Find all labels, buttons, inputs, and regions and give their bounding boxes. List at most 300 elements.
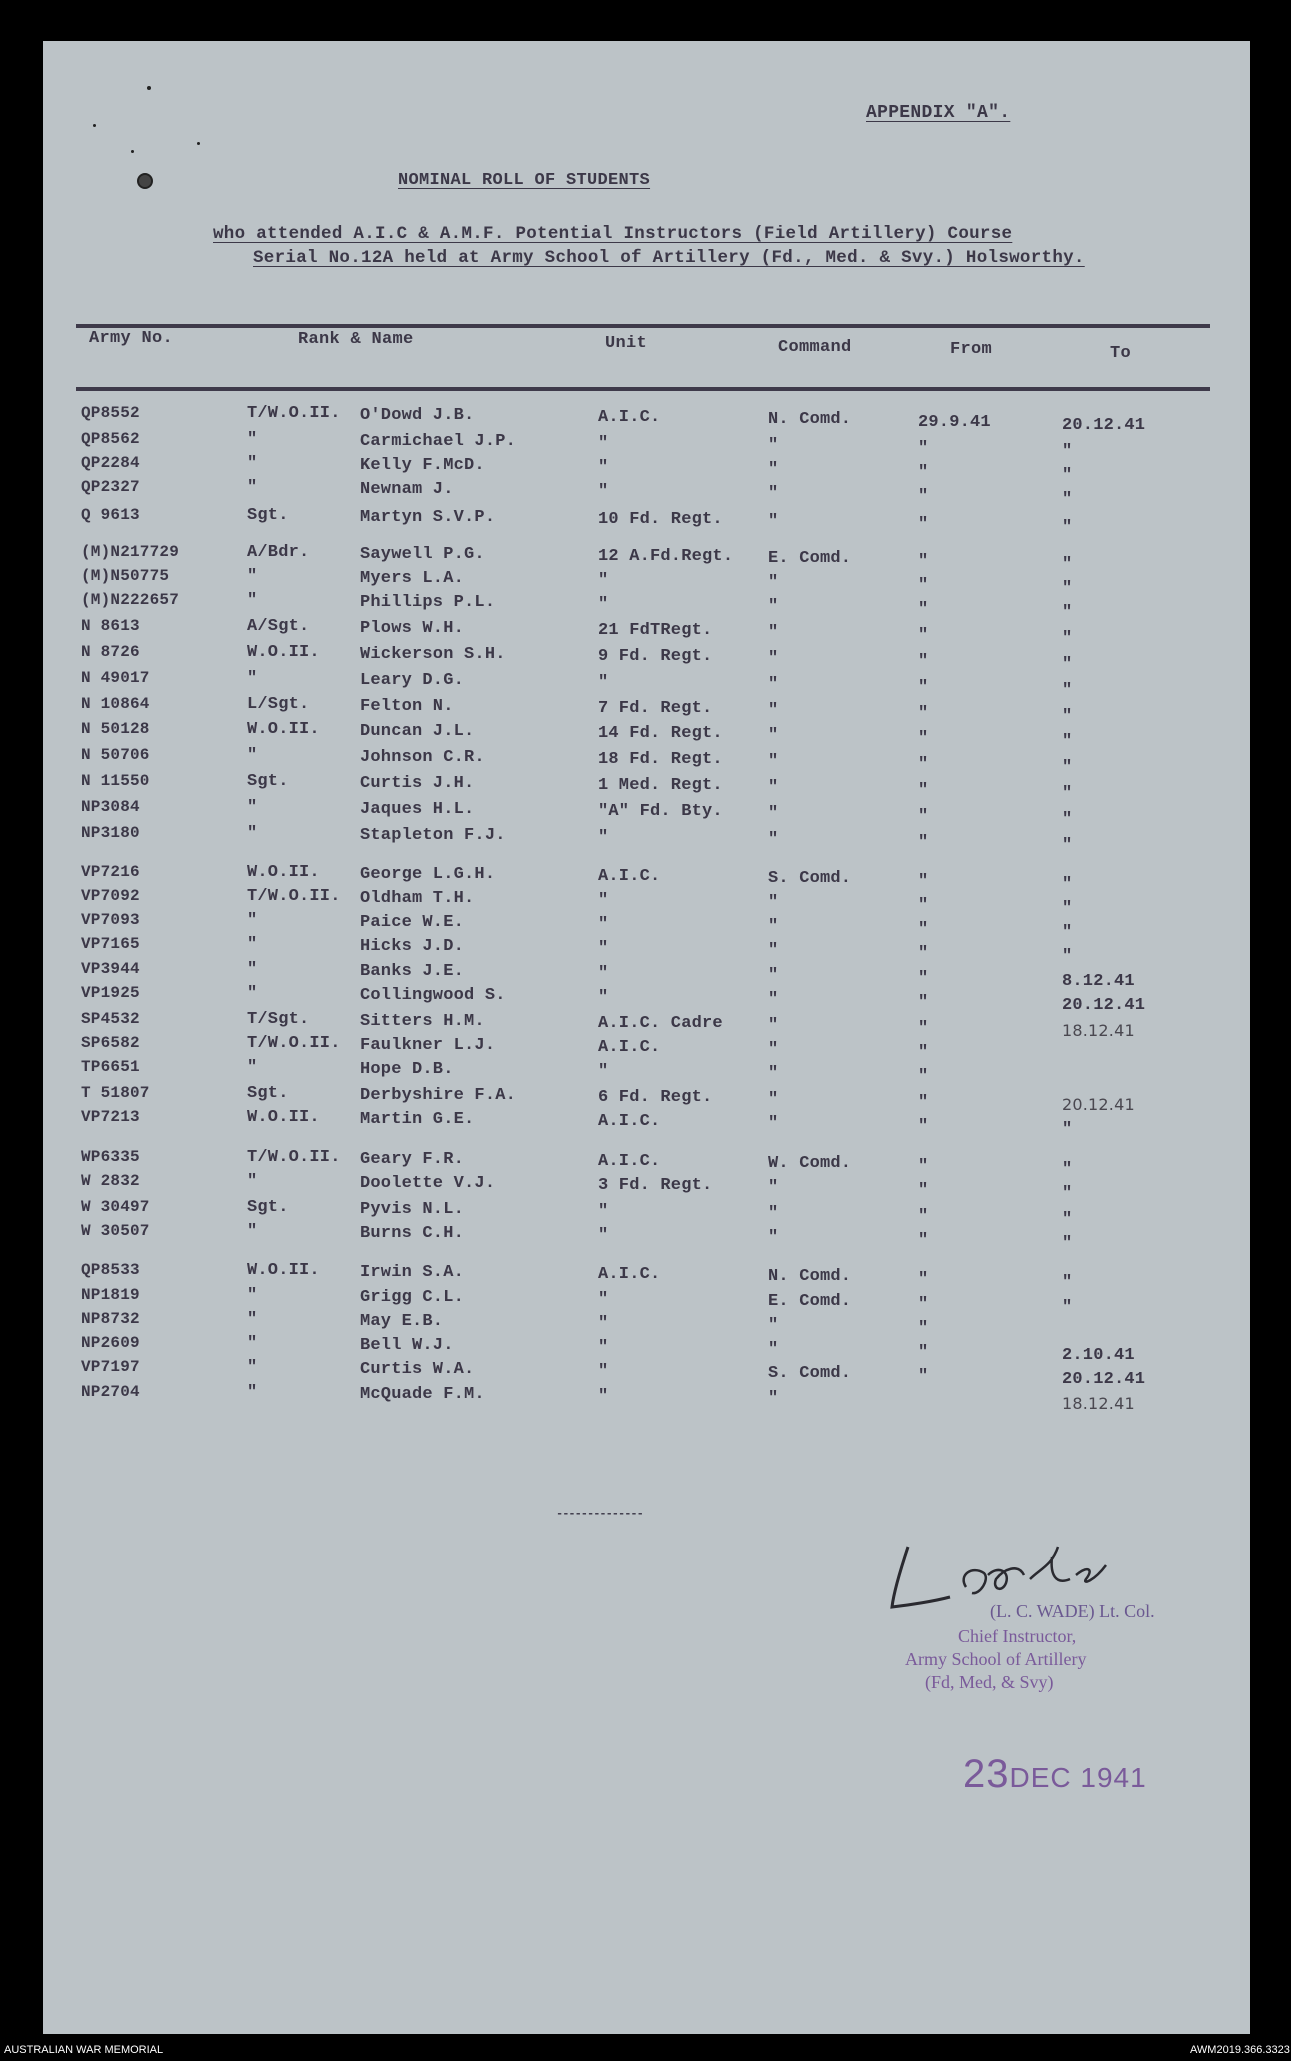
cell-unit: " bbox=[598, 482, 609, 501]
cell-to: 20.12.41 bbox=[1062, 1370, 1146, 1389]
date-stamp-month-year: DEC 1941 bbox=[1009, 1762, 1147, 1793]
cell-from: 29.9.41 bbox=[918, 413, 991, 432]
cell-unit: A.I.C. Cadre bbox=[598, 1014, 723, 1033]
cell-command: S. Comd. bbox=[768, 869, 852, 888]
table-row bbox=[0, 591, 1291, 622]
cell-unit: 1 Med. Regt. bbox=[598, 776, 723, 795]
cell-army-no: N 8613 bbox=[81, 617, 140, 635]
cell-command: N. Comd. bbox=[768, 410, 852, 429]
cell-to: " bbox=[1062, 923, 1073, 942]
cell-from: " bbox=[918, 1181, 929, 1200]
cell-rank: " bbox=[247, 960, 258, 979]
table-row bbox=[0, 695, 1291, 726]
cell-command: " bbox=[768, 1090, 779, 1109]
cell-name: Newnam J. bbox=[360, 480, 454, 499]
cell-army-no: VP1925 bbox=[81, 984, 140, 1002]
cell-unit: 3 Fd. Regt. bbox=[598, 1176, 713, 1195]
cell-army-no: NP3084 bbox=[81, 798, 140, 816]
cell-unit: A.I.C. bbox=[598, 1038, 661, 1057]
cell-command: " bbox=[768, 1204, 779, 1223]
cell-rank: T/Sgt. bbox=[247, 1010, 310, 1029]
cell-army-no: QP8562 bbox=[81, 430, 140, 448]
cell-army-no: (M)N222657 bbox=[81, 591, 180, 609]
cell-army-no: N 10864 bbox=[81, 695, 150, 713]
cell-name: Grigg C.L. bbox=[360, 1288, 465, 1307]
cell-to: 20.12.41 bbox=[1062, 416, 1146, 435]
cell-unit: " bbox=[598, 1062, 609, 1081]
cell-to: " bbox=[1062, 758, 1073, 777]
cell-rank: A/Sgt. bbox=[247, 617, 310, 636]
cell-unit: " bbox=[598, 988, 609, 1007]
table-row bbox=[0, 960, 1291, 991]
cell-to: " bbox=[1062, 1298, 1073, 1317]
cell-unit: " bbox=[598, 1314, 609, 1333]
table-row bbox=[0, 772, 1291, 803]
cell-unit: " bbox=[598, 458, 609, 477]
cell-army-no: VP7197 bbox=[81, 1358, 140, 1376]
cell-command: E. Comd. bbox=[768, 549, 852, 568]
cell-name: Burns C.H. bbox=[360, 1224, 465, 1243]
punch-hole bbox=[137, 173, 153, 189]
cell-rank: " bbox=[247, 669, 258, 688]
cell-rank: " bbox=[247, 1383, 258, 1402]
table-row bbox=[0, 911, 1291, 942]
cell-unit: 7 Fd. Regt. bbox=[598, 699, 713, 718]
cell-army-no: SP4532 bbox=[81, 1010, 140, 1028]
table-row bbox=[0, 984, 1291, 1015]
cell-unit: 18 Fd. Regt. bbox=[598, 750, 723, 769]
cell-army-no: NP8732 bbox=[81, 1310, 140, 1328]
header-army-no: Army No. bbox=[89, 329, 174, 348]
cell-name: Myers L.A. bbox=[360, 569, 465, 588]
cell-unit: 6 Fd. Regt. bbox=[598, 1088, 713, 1107]
cell-rank: " bbox=[247, 567, 258, 586]
table-row bbox=[0, 506, 1291, 537]
cell-from: " bbox=[918, 993, 929, 1012]
cell-from: " bbox=[918, 729, 929, 748]
cell-command: " bbox=[768, 990, 779, 1009]
cell-army-no: VP7093 bbox=[81, 911, 140, 929]
cell-from: " bbox=[918, 1319, 929, 1338]
cell-army-no: VP7213 bbox=[81, 1108, 140, 1126]
table-row bbox=[0, 1034, 1291, 1062]
cell-name: Hicks J.D. bbox=[360, 937, 465, 956]
cell-command: " bbox=[768, 752, 779, 771]
cell-from: " bbox=[918, 1157, 929, 1176]
cell-unit: " bbox=[598, 939, 609, 958]
cell-army-no: QP2284 bbox=[81, 454, 140, 472]
cell-command: " bbox=[768, 460, 779, 479]
cell-unit: " bbox=[598, 1226, 609, 1245]
cell-name: Paice W.E. bbox=[360, 913, 465, 932]
cell-rank: T/W.O.II. bbox=[247, 1034, 341, 1053]
cell-from: " bbox=[918, 463, 929, 482]
cell-rank: " bbox=[247, 935, 258, 954]
cell-from: " bbox=[918, 487, 929, 506]
cell-rank: Sgt. bbox=[247, 1198, 289, 1217]
cell-army-no: WP6335 bbox=[81, 1148, 140, 1166]
cell-to: 20.12.41 bbox=[1062, 1095, 1135, 1114]
cell-name: McQuade F.M. bbox=[360, 1385, 485, 1404]
cell-command: " bbox=[768, 649, 779, 668]
signature-block-school: Army School of Artillery bbox=[905, 1649, 1087, 1669]
cell-name: Leary D.G. bbox=[360, 671, 465, 690]
cell-from: " bbox=[918, 1067, 929, 1086]
cell-to: " bbox=[1062, 1234, 1073, 1253]
cell-name: Derbyshire F.A. bbox=[360, 1086, 517, 1105]
cell-command: N. Comd. bbox=[768, 1267, 852, 1286]
cell-from: " bbox=[918, 920, 929, 939]
cell-to: " bbox=[1062, 442, 1073, 461]
cell-name: Pyvis N.L. bbox=[360, 1200, 465, 1219]
table-row bbox=[0, 720, 1291, 751]
cell-command: " bbox=[768, 1040, 779, 1059]
cell-name: Oldham T.H. bbox=[360, 889, 475, 908]
cell-rank: " bbox=[247, 430, 258, 449]
cell-from: " bbox=[918, 552, 929, 571]
cell-from: " bbox=[918, 652, 929, 671]
cell-command: W. Comd. bbox=[768, 1154, 852, 1173]
table-row bbox=[0, 617, 1291, 648]
cell-name: Felton N. bbox=[360, 697, 454, 716]
cell-command: " bbox=[768, 966, 779, 985]
cell-to: 2.10.41 bbox=[1062, 1346, 1135, 1365]
cell-rank: " bbox=[247, 1172, 258, 1191]
table-row bbox=[0, 404, 1291, 435]
cell-to: " bbox=[1062, 707, 1073, 726]
table-row bbox=[0, 430, 1291, 461]
cell-name: Faulkner L.J. bbox=[360, 1036, 496, 1055]
table-row bbox=[0, 1383, 1291, 1413]
ink-speck bbox=[197, 142, 200, 145]
cell-army-no: QP8552 bbox=[81, 404, 140, 422]
cell-command: " bbox=[768, 1114, 779, 1133]
table-row bbox=[0, 746, 1291, 777]
cell-to: " bbox=[1062, 555, 1073, 574]
cell-to: " bbox=[1062, 681, 1073, 700]
cell-from: " bbox=[918, 600, 929, 619]
cell-unit: " bbox=[598, 1202, 609, 1221]
cell-name: Curtis J.H. bbox=[360, 774, 475, 793]
cell-command: E. Comd. bbox=[768, 1292, 852, 1311]
table-row bbox=[0, 454, 1291, 485]
table-row bbox=[0, 567, 1291, 598]
cell-from: " bbox=[918, 439, 929, 458]
cell-command: " bbox=[768, 1228, 779, 1247]
cell-to: " bbox=[1062, 518, 1073, 537]
ink-speck bbox=[131, 150, 134, 153]
ink-speck bbox=[93, 124, 96, 127]
table-row bbox=[0, 1286, 1291, 1317]
cell-command: " bbox=[768, 1340, 779, 1359]
table-row bbox=[0, 1058, 1291, 1086]
cell-army-no: NP2704 bbox=[81, 1383, 140, 1401]
cell-army-no: SP6582 bbox=[81, 1034, 140, 1052]
cell-from: " bbox=[918, 781, 929, 800]
cell-army-no: VP3944 bbox=[81, 960, 140, 978]
cell-unit: 10 Fd. Regt. bbox=[598, 510, 723, 529]
cell-to: " bbox=[1062, 1184, 1073, 1203]
cell-to: " bbox=[1062, 1210, 1073, 1229]
cell-army-no: W 2832 bbox=[81, 1172, 140, 1190]
cell-command: " bbox=[768, 1016, 779, 1035]
cell-rank: " bbox=[247, 1334, 258, 1353]
table-row bbox=[0, 1198, 1291, 1229]
cell-command: " bbox=[768, 941, 779, 960]
cell-command: " bbox=[768, 830, 779, 849]
cell-from: " bbox=[918, 1343, 929, 1362]
cell-to: " bbox=[1062, 1273, 1073, 1292]
cell-rank: " bbox=[247, 746, 258, 765]
cell-name: Collingwood S. bbox=[360, 986, 506, 1005]
date-stamp-day: 23 bbox=[963, 1752, 1010, 1796]
cell-to: " bbox=[1062, 490, 1073, 509]
cell-command: " bbox=[768, 701, 779, 720]
cell-rank: " bbox=[247, 591, 258, 610]
cell-command: " bbox=[768, 623, 779, 642]
cell-rank: " bbox=[247, 1358, 258, 1377]
cell-from: " bbox=[918, 1207, 929, 1226]
cell-name: Bell W.J. bbox=[360, 1336, 454, 1355]
end-marks: -------------- bbox=[556, 1507, 643, 1521]
cell-army-no: NP3180 bbox=[81, 824, 140, 842]
cell-from: " bbox=[918, 1019, 929, 1038]
cell-army-no: N 11550 bbox=[81, 772, 150, 790]
cell-to: " bbox=[1062, 603, 1073, 622]
cell-from: " bbox=[918, 755, 929, 774]
cell-to: 18.12.41 bbox=[1062, 1394, 1135, 1413]
cell-army-no: W 30507 bbox=[81, 1222, 150, 1240]
document-title: NOMINAL ROLL OF STUDENTS bbox=[398, 171, 651, 190]
cell-command: " bbox=[768, 804, 779, 823]
cell-from: " bbox=[918, 944, 929, 963]
appendix-label: APPENDIX "A". bbox=[866, 103, 1011, 123]
cell-rank: T/W.O.II. bbox=[247, 1148, 341, 1167]
cell-unit: " bbox=[598, 915, 609, 934]
cell-to: " bbox=[1062, 466, 1073, 485]
footer-left: AUSTRALIAN WAR MEMORIAL bbox=[4, 2044, 164, 2056]
cell-name: Irwin S.A. bbox=[360, 1263, 465, 1282]
cell-rank: W.O.II. bbox=[247, 1261, 320, 1280]
table-row bbox=[0, 543, 1291, 574]
cell-rank: T/W.O.II. bbox=[247, 887, 341, 906]
cell-name: Saywell P.G. bbox=[360, 545, 485, 564]
subtitle-line-1: who attended A.I.C & A.M.F. Potential Instructors (Field Artillery) Course bbox=[213, 224, 1013, 244]
cell-to: " bbox=[1062, 899, 1073, 918]
cell-unit: " bbox=[598, 1387, 609, 1406]
cell-rank: W.O.II. bbox=[247, 643, 320, 662]
cell-name: Doolette V.J. bbox=[360, 1174, 496, 1193]
footer-right: AWM2019.366.3323 bbox=[1190, 2044, 1290, 2056]
table-row bbox=[0, 824, 1291, 855]
cell-command: " bbox=[768, 484, 779, 503]
cell-army-no: NP2609 bbox=[81, 1334, 140, 1352]
cell-rank: W.O.II. bbox=[247, 720, 320, 739]
cell-command: " bbox=[768, 1064, 779, 1083]
cell-from: " bbox=[918, 626, 929, 645]
cell-army-no: TP6651 bbox=[81, 1058, 140, 1076]
cell-name: Stapleton F.J. bbox=[360, 826, 506, 845]
cell-army-no: N 50128 bbox=[81, 720, 150, 738]
cell-rank: Sgt. bbox=[247, 772, 289, 791]
cell-rank: " bbox=[247, 1222, 258, 1241]
cell-command: " bbox=[768, 893, 779, 912]
cell-to: " bbox=[1062, 1160, 1073, 1179]
cell-unit: A.I.C. bbox=[598, 1265, 661, 1284]
cell-name: Banks J.E. bbox=[360, 962, 465, 981]
cell-name: Plows W.H. bbox=[360, 619, 465, 638]
subtitle-line-2: Serial No.12A held at Army School of Artillery (Fd., Med. & Svy.) Holsworthy. bbox=[253, 248, 1085, 268]
cell-rank: L/Sgt. bbox=[247, 695, 310, 714]
header-command: Command bbox=[778, 338, 852, 357]
cell-army-no: Q 9613 bbox=[81, 506, 140, 524]
cell-name: Curtis W.A. bbox=[360, 1360, 475, 1379]
table-row bbox=[0, 1108, 1291, 1139]
cell-unit: " bbox=[598, 1338, 609, 1357]
cell-army-no: T 51807 bbox=[81, 1084, 150, 1102]
cell-from: " bbox=[918, 807, 929, 826]
cell-from: " bbox=[918, 1295, 929, 1314]
cell-unit: 9 Fd. Regt. bbox=[598, 647, 713, 666]
cell-to: " bbox=[1062, 947, 1073, 966]
cell-to: " bbox=[1062, 784, 1073, 803]
cell-to: 8.12.41 bbox=[1062, 972, 1135, 991]
cell-name: O'Dowd J.B. bbox=[360, 406, 475, 425]
cell-from: " bbox=[918, 576, 929, 595]
table-row bbox=[0, 887, 1291, 918]
cell-name: George L.G.H. bbox=[360, 865, 496, 884]
signature-block-branches: (Fd, Med, & Svy) bbox=[925, 1672, 1054, 1692]
cell-command: " bbox=[768, 1316, 779, 1335]
cell-unit: " bbox=[598, 673, 609, 692]
cell-army-no: NP1819 bbox=[81, 1286, 140, 1304]
cell-name: Carmichael J.P. bbox=[360, 432, 517, 451]
cell-command: " bbox=[768, 778, 779, 797]
cell-rank: T/W.O.II. bbox=[247, 404, 341, 423]
cell-to: " bbox=[1062, 810, 1073, 829]
ink-speck bbox=[147, 86, 151, 90]
cell-to: 20.12.41 bbox=[1062, 996, 1146, 1015]
cell-command: " bbox=[768, 675, 779, 694]
cell-rank: " bbox=[247, 984, 258, 1003]
cell-unit: "A" Fd. Bty. bbox=[598, 802, 723, 821]
table-row bbox=[0, 798, 1291, 829]
cell-rank: W.O.II. bbox=[247, 863, 320, 882]
table-row bbox=[0, 863, 1291, 894]
cell-army-no: (M)N217729 bbox=[81, 543, 180, 561]
cell-to: " bbox=[1062, 1120, 1073, 1139]
cell-from: " bbox=[918, 704, 929, 723]
cell-rank: Sgt. bbox=[247, 506, 289, 525]
cell-from: " bbox=[918, 969, 929, 988]
cell-name: Hope D.B. bbox=[360, 1060, 454, 1079]
cell-to: " bbox=[1062, 655, 1073, 674]
table-row bbox=[0, 643, 1291, 674]
signature-block-name: (L. C. WADE) Lt. Col. bbox=[990, 1601, 1155, 1621]
cell-rank: " bbox=[247, 824, 258, 843]
table-row bbox=[0, 1358, 1291, 1389]
header-to: To bbox=[1110, 344, 1132, 363]
cell-unit: A.I.C. bbox=[598, 408, 661, 427]
cell-rank: " bbox=[247, 1058, 258, 1077]
cell-rank: " bbox=[247, 478, 258, 497]
cell-rank: " bbox=[247, 798, 258, 817]
header-from: From bbox=[950, 340, 993, 359]
cell-army-no: VP7092 bbox=[81, 887, 140, 905]
cell-name: Sitters H.M. bbox=[360, 1012, 485, 1031]
cell-name: Geary F.R. bbox=[360, 1150, 465, 1169]
cell-unit: A.I.C. bbox=[598, 1112, 661, 1131]
cell-command: " bbox=[768, 573, 779, 592]
cell-name: May E.B. bbox=[360, 1312, 444, 1331]
cell-army-no: (M)N50775 bbox=[81, 567, 170, 585]
table-row bbox=[0, 1148, 1291, 1179]
cell-unit: " bbox=[598, 964, 609, 983]
cell-from: " bbox=[918, 515, 929, 534]
cell-from: " bbox=[918, 1093, 929, 1112]
cell-army-no: VP7216 bbox=[81, 863, 140, 881]
cell-from: " bbox=[918, 833, 929, 852]
cell-name: Johnson C.R. bbox=[360, 748, 485, 767]
svg-text:L Wade: L Wade bbox=[880, 1623, 884, 1624]
table-row bbox=[0, 1310, 1291, 1338]
cell-to: " bbox=[1062, 732, 1073, 751]
cell-command: " bbox=[768, 436, 779, 455]
cell-rank: A/Bdr. bbox=[247, 543, 310, 562]
header-rule-bottom bbox=[76, 387, 1210, 391]
cell-command: " bbox=[768, 917, 779, 936]
table-row bbox=[0, 669, 1291, 700]
cell-from: " bbox=[918, 896, 929, 915]
cell-to: 18.12.41 bbox=[1062, 1021, 1135, 1040]
cell-name: Jaques H.L. bbox=[360, 800, 475, 819]
cell-army-no: N 8726 bbox=[81, 643, 140, 661]
cell-army-no: N 49017 bbox=[81, 669, 150, 687]
cell-from: " bbox=[918, 872, 929, 891]
date-stamp bbox=[963, 1752, 1147, 1797]
cell-unit: " bbox=[598, 571, 609, 590]
cell-unit: A.I.C. bbox=[598, 867, 661, 886]
cell-unit: " bbox=[598, 434, 609, 453]
cell-from: " bbox=[918, 1270, 929, 1289]
cell-rank: " bbox=[247, 454, 258, 473]
table-row bbox=[0, 1261, 1291, 1292]
cell-unit: 12 A.Fd.Regt. bbox=[598, 547, 734, 566]
cell-unit: " bbox=[598, 1362, 609, 1381]
cell-army-no: VP7165 bbox=[81, 935, 140, 953]
cell-rank: " bbox=[247, 1310, 258, 1329]
cell-command: S. Comd. bbox=[768, 1364, 852, 1383]
header-rule-top bbox=[76, 324, 1210, 328]
cell-from: " bbox=[918, 1231, 929, 1250]
cell-unit: " bbox=[598, 595, 609, 614]
table-row bbox=[0, 1010, 1291, 1040]
cell-army-no: QP8533 bbox=[81, 1261, 140, 1279]
cell-to: " bbox=[1062, 836, 1073, 855]
cell-rank: W.O.II. bbox=[247, 1108, 320, 1127]
cell-unit: " bbox=[598, 1290, 609, 1309]
cell-name: Kelly F.McD. bbox=[360, 456, 485, 475]
cell-name: Phillips P.L. bbox=[360, 593, 496, 612]
cell-unit: " bbox=[598, 891, 609, 910]
cell-army-no: N 50706 bbox=[81, 746, 150, 764]
table-row bbox=[0, 1172, 1291, 1203]
signature-block-title: Chief Instructor, bbox=[958, 1626, 1077, 1646]
table-row bbox=[0, 1334, 1291, 1365]
table-row bbox=[0, 1222, 1291, 1253]
cell-name: Martyn S.V.P. bbox=[360, 508, 496, 527]
cell-rank: Sgt. bbox=[247, 1084, 289, 1103]
